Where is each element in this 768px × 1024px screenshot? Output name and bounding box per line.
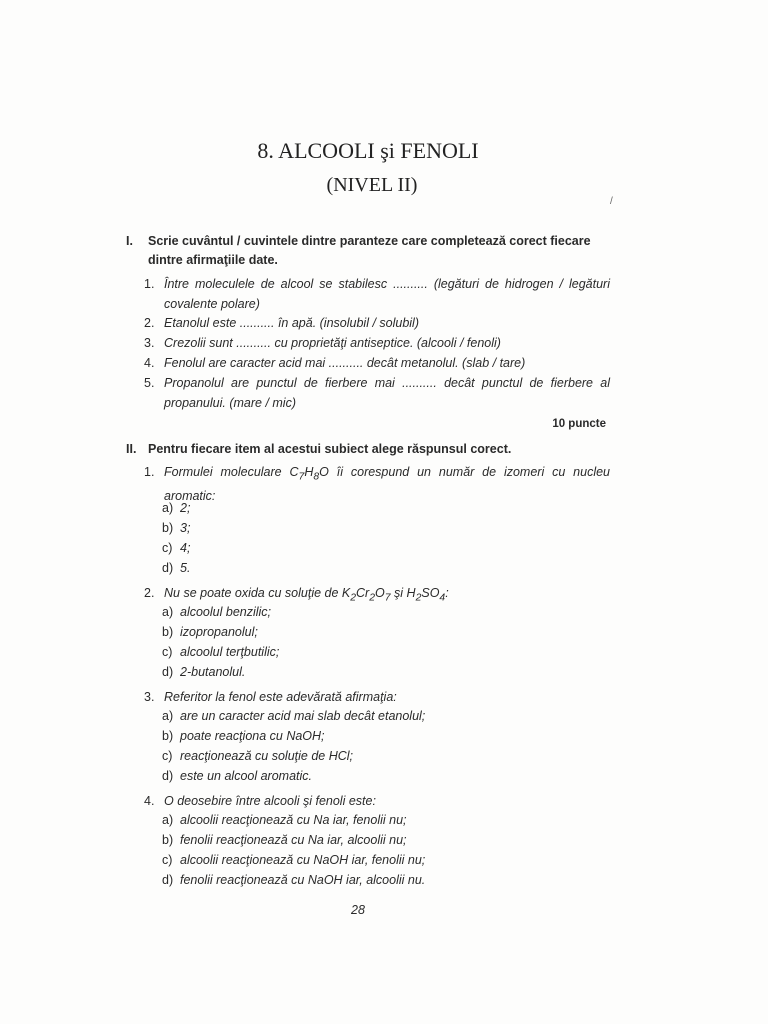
item-text: Fenolul are caracter acid mai .......... decât metanolul. (slab / tare) (164, 356, 526, 370)
option: a) are un caracter acid mai slab decât etanolul; (162, 709, 426, 723)
section-1-item (144, 374, 610, 413)
section-1-number: I. (126, 234, 133, 248)
option: c) reacţionează cu soluţie de HCl; (162, 749, 354, 763)
question-number: 3. (144, 690, 155, 704)
question-1 (144, 463, 610, 507)
page-subtitle: (NIVEL II) (326, 174, 418, 196)
section-2-instruction: Pentru fiecare item al acestui subiect alege răspunsul corect. (148, 442, 512, 456)
section-1-item (144, 275, 610, 314)
question-text: O deosebire între alcooli şi fenoli este: (164, 794, 376, 808)
question-text: Formulei moleculare $C_7H_8O$ îi corespund un număr de izomeri cu nucleu aromatic: (164, 465, 610, 503)
section-2-number: II. (126, 442, 137, 456)
option: a) 2; (162, 501, 191, 515)
item-text: Între moleculele de alcool se stabilesc .......... (legături de hidrogen / legături covalente polare) (164, 277, 610, 311)
section-1-heading (126, 232, 616, 270)
section-1-item (144, 354, 610, 374)
item-text: Crezolii sunt .......... cu proprietăţi antiseptice. (alcooli / fenoli) (164, 336, 501, 350)
question-text: Nu se poate oxida cu soluţie de $K_2Cr_2O_7$ şi $H_2SO_4$: (164, 586, 449, 604)
option: d) fenolii reacţionează cu NaOH iar, alcoolii nu. (162, 873, 426, 887)
question-text: Referitor la fenol este adevărată afirmaţia: (164, 690, 397, 704)
option: b) izopropanolul; (162, 625, 258, 639)
section-1-item (144, 314, 610, 334)
item-number: 3. (144, 336, 155, 350)
option: b) 3; (162, 521, 191, 535)
question-number: 1. (144, 465, 155, 479)
option: b) poate reacţiona cu NaOH; (162, 729, 325, 743)
option: a) alcoolul benzilic; (162, 605, 272, 619)
page-number: 28 (351, 903, 365, 917)
section-1-instruction: Scrie cuvântul / cuvintele dintre paranteze care completează corect fiecare dintre afirmaţiile date. (148, 234, 591, 267)
section-2-heading (126, 440, 616, 459)
section-1-item (144, 334, 610, 354)
option: d) 5. (162, 561, 191, 575)
item-number: 2. (144, 316, 155, 330)
section-1-points: 10 puncte (552, 418, 606, 430)
page-title: 8. ALCOOLI şi FENOLI (257, 138, 479, 163)
question-number: 4. (144, 794, 155, 808)
option: c) 4; (162, 541, 191, 555)
item-number: 4. (144, 356, 155, 370)
option: d) 2-butanolul. (162, 665, 246, 679)
option: d) este un alcool aromatic. (162, 769, 313, 783)
option: c) alcoolul terţbutilic; (162, 645, 280, 659)
stray-mark: / (610, 196, 613, 207)
question-4 (144, 792, 610, 812)
item-number: 5. (144, 376, 155, 390)
option: a) alcoolii reacţionează cu Na iar, fenolii nu; (162, 813, 407, 827)
item-text: Etanolul este .......... în apă. (insolubil / solubil) (164, 316, 419, 330)
question-number: 2. (144, 586, 155, 600)
item-number: 1. (144, 277, 155, 291)
question-3 (144, 688, 610, 708)
option: b) fenolii reacţionează cu Na iar, alcoolii nu; (162, 833, 407, 847)
option: c) alcoolii reacţionează cu NaOH iar, fenolii nu; (162, 853, 426, 867)
item-text: Propanolul are punctul de fierbere mai .......... decât punctul de fierbere al propanului. (mare / mic) (164, 376, 610, 410)
